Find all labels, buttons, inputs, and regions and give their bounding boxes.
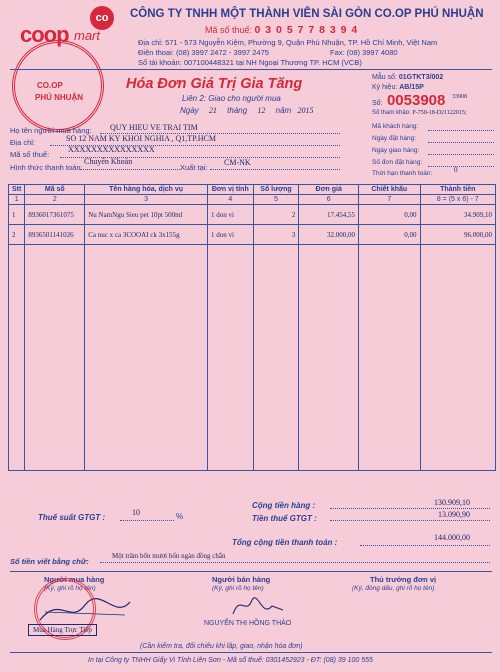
pay-line	[80, 169, 180, 170]
out-place: CM-NK	[224, 158, 251, 167]
logo-co-badge: co	[90, 6, 114, 30]
sub-cell: 8 = (5 x 6) - 7	[420, 195, 495, 205]
buyer-addr-label: Địa chỉ:	[10, 138, 36, 147]
col-header: Tên hàng hóa, dịch vụ	[85, 185, 208, 195]
vat-rate-unit: %	[176, 512, 184, 521]
col-header: Đơn vị tính	[207, 185, 253, 195]
symbol: Ký hiệu: AB/15P	[372, 84, 424, 91]
amount-words-label: Số tiền viết bằng chữ:	[10, 557, 89, 566]
order-date-label: Ngày đặt hàng:	[372, 135, 417, 142]
row-price: 32.000,00	[299, 225, 359, 245]
subtotal-value: 130.909,10	[434, 498, 470, 507]
row-unit: 1 don vi	[207, 225, 253, 245]
buyer-stamp-box: Mua Hàng Trực Tiếp	[28, 624, 97, 636]
row-discount: 0,00	[359, 205, 420, 225]
subtotal-label: Cộng tiền hàng :	[252, 501, 316, 510]
invoice-date	[180, 106, 313, 115]
items-table	[8, 184, 496, 471]
row-name: Nu NamNgu Sieu pet 10pt 500ml	[85, 205, 208, 225]
vat-rate-label: Thuế suất GTGT :	[38, 513, 106, 522]
order-date-line	[428, 142, 494, 143]
footer-check-note: (Cần kiểm tra, đối chiếu khi lập, giao, nhận hóa đơn)	[140, 643, 303, 650]
date-day-label: Ngày	[180, 106, 199, 115]
vat-rate-value: 10	[132, 508, 140, 517]
col-header: Mã số	[25, 185, 85, 195]
vat-value: 13.090,90	[438, 510, 470, 519]
logo-coop-text: coop	[20, 22, 69, 47]
amount-words: Một trăm bốn mươi bốn ngàn đồng chẵn	[112, 552, 226, 560]
invoice-title: Hóa Đơn Giá Trị Gia Tăng	[126, 76, 303, 92]
form-no: Mẫu số: 01GTKT3/002	[372, 74, 444, 81]
date-year-label: năm	[275, 106, 292, 115]
pay-method: Chuyển Khoản	[84, 157, 133, 166]
table-row	[9, 225, 496, 245]
pay-method-label: Hình thức thanh toán:	[10, 163, 83, 172]
col-header: Đơn giá	[299, 185, 359, 195]
seal-line1: CO.OP	[37, 81, 63, 90]
row-unit: 1 don vi	[207, 205, 253, 225]
seal-line2: PHÚ NHUẬN	[35, 93, 83, 102]
table-row	[9, 205, 496, 225]
grand-total-value: 144.000,00	[434, 533, 470, 542]
row-code: 8936017361075	[25, 205, 85, 225]
company-phone: Điện thoại: (08) 3997 2472 - 3997 2475	[138, 48, 269, 57]
head-sign-note: (Ký, đóng dấu, ghi rõ họ tên)	[352, 585, 435, 592]
invoice-copy: Liên 2: Giao cho người mua	[182, 94, 281, 103]
table-blank-row	[9, 245, 496, 471]
col-header: Chiết khấu	[359, 185, 420, 195]
row-stt: 2	[9, 225, 25, 245]
customer-code-line	[428, 130, 494, 131]
buyer-tax-label: Mã số thuế:	[10, 150, 50, 159]
footer-printer: In tại Công ty TNHH Giấy Vi Tính Liên Sơn - Mã số thuế: 0301452923 - ĐT: (08) 39 100 555	[88, 657, 373, 664]
row-qty: 3	[253, 225, 299, 245]
date-month: 12	[257, 106, 266, 115]
seller-sign-title: Người bán hàng	[212, 575, 271, 584]
seller-seal-stamp	[12, 40, 104, 132]
date-year: 2015	[297, 106, 314, 115]
company-fax: Fax: (08) 3997 4080	[330, 48, 398, 57]
row-code: 8936501141026	[25, 225, 85, 245]
company-address: Địa chỉ: 571 - 573 Nguyễn Kiệm, Phường 9, Quận Phú Nhuận, TP. Hồ Chí Minh, Việt Nam	[138, 38, 438, 47]
sub-cell: 5	[253, 195, 299, 205]
col-header: Stt	[9, 185, 25, 195]
totals-divider	[10, 571, 492, 572]
order-no-line	[428, 166, 494, 167]
company-account: Số tài khoản: 007100448321 tại NH Ngoại Thương TP. HCM (VCB)	[138, 58, 362, 67]
footer-divider	[10, 652, 492, 653]
seller-name: NGUYỄN THỊ HỒNG THẢO	[204, 620, 292, 627]
vat-line	[330, 520, 490, 521]
number-label: Số:	[372, 100, 383, 107]
term-label: Thời hạn thanh toán:	[372, 170, 433, 177]
tax-code-row	[205, 24, 358, 36]
sub-cell: 2	[25, 195, 85, 205]
seller-signature	[228, 592, 288, 620]
amount-words-line	[100, 562, 490, 563]
out-line	[210, 169, 340, 170]
term-value: 0	[454, 166, 458, 174]
row-name: Ca nuc x ca 3COOAI ck 3x155g	[85, 225, 208, 245]
grand-total-line	[360, 545, 490, 546]
buyer-name: QUY HIEU VE TRAI TIM	[110, 123, 198, 132]
sub-cell: 3	[85, 195, 208, 205]
buyer-address: SO 12 NAM KY KHOI NGHIA , Q1,TP.HCM	[66, 134, 216, 143]
sub-cell: 1	[9, 195, 25, 205]
buyer-sign-title: Người mua hàng	[44, 575, 105, 584]
vat-label: Tiền thuế GTGT :	[252, 514, 317, 523]
grand-total-label: Tổng cộng tiền thanh toán :	[232, 538, 338, 547]
ref-number: Số tham khảo: P-750-18-D21122015;	[372, 110, 467, 116]
tax-code-value: 0 3 0 5 7 7 8 3 9 4	[254, 24, 359, 36]
invoice-number-row	[372, 92, 445, 110]
order-no-label: Số đơn đặt hàng:	[372, 159, 423, 166]
table-sub-row	[9, 195, 496, 205]
buyer-sign-note: (Ký, ghi rõ họ tên)	[44, 585, 96, 592]
sub-cell: 4	[207, 195, 253, 205]
buyer-name-label: Họ tên người mua hàng:	[10, 126, 92, 135]
company-name: CÔNG TY TNHH MỘT THÀNH VIÊN SÀI GÒN CO.OP PHÚ NHUẬN	[130, 8, 484, 20]
customer-code-label: Mã khách hàng:	[372, 123, 419, 130]
logo-mart-text: mart	[74, 28, 100, 43]
row-total: 96.000,00	[420, 225, 495, 245]
subtotal-line	[330, 508, 490, 509]
seller-sign-note: (Ký, ghi rõ họ tên)	[212, 585, 264, 592]
date-month-label: tháng	[227, 106, 248, 115]
tax-code-label: Mã số thuế:	[205, 25, 253, 35]
delivery-date-line	[428, 154, 494, 155]
invoice-number: 0053908	[386, 92, 446, 109]
out-label: Xuất tại:	[180, 163, 208, 172]
sub-cell: 7	[359, 195, 420, 205]
buyer-tax: XXXXXXXXXXXXXXX	[68, 145, 155, 154]
table-header-row	[9, 185, 496, 195]
delivery-date-label: Ngày giao hàng:	[372, 147, 420, 154]
col-header: Thành tiền	[420, 185, 495, 195]
row-discount: 0,00	[359, 225, 420, 245]
date-day: 21	[208, 106, 217, 115]
row-stt: 1	[9, 205, 25, 225]
row-total: 34.909,10	[420, 205, 495, 225]
row-qty: 2	[253, 205, 299, 225]
sub-cell: 6	[299, 195, 359, 205]
extra-number: 33908	[452, 94, 467, 100]
row-price: 17.454,55	[299, 205, 359, 225]
col-header: Số lượng	[253, 185, 299, 195]
head-sign-title: Thủ trưởng đơn vị	[370, 575, 437, 584]
header-divider	[10, 69, 492, 70]
vat-rate-line	[120, 520, 174, 521]
